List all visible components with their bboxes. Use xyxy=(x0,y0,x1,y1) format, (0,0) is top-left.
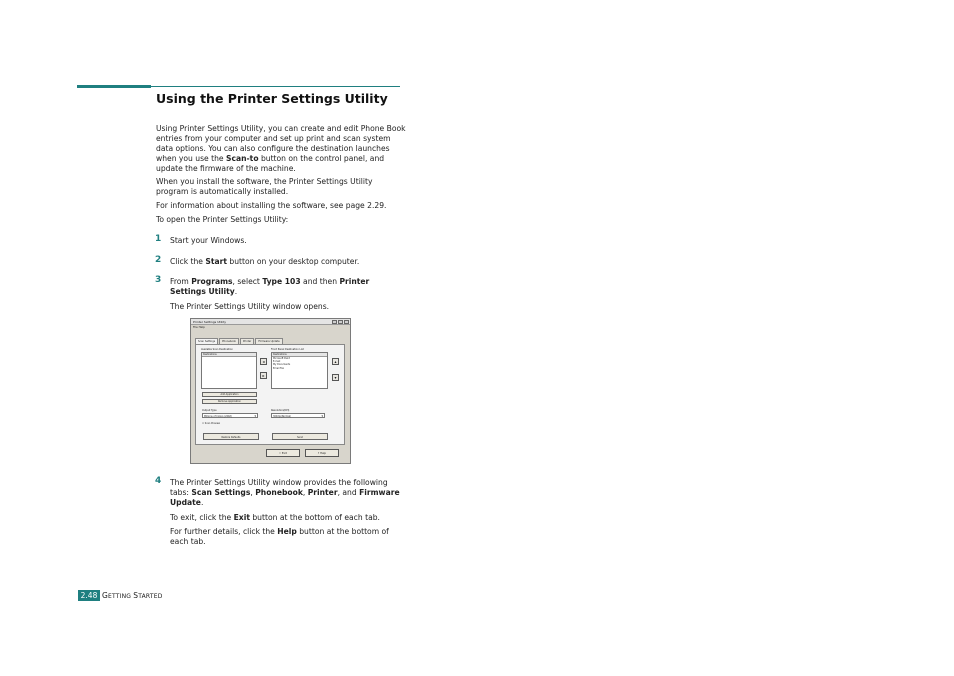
section-title: Using the Printer Settings Utility xyxy=(156,91,388,106)
window-title: Printer Settings Utility xyxy=(193,320,227,324)
chapter-name xyxy=(102,592,163,601)
step-3-number: 3 xyxy=(155,275,162,285)
available-destination-list xyxy=(201,352,257,389)
step-4-number: 4 xyxy=(155,476,162,486)
exit-note-text: To exit, click the xyxy=(170,513,234,522)
intro-paragraph-4: To open the Printer Settings Utility: xyxy=(156,215,289,224)
window-titlebar xyxy=(191,319,350,325)
window-controls xyxy=(332,320,349,324)
resolution-label: Resolution(DPI) xyxy=(271,409,290,412)
tab-firmware-update: Firmware Update xyxy=(255,338,282,344)
step-3-text-part: , select xyxy=(232,277,263,286)
minimize-icon xyxy=(332,320,337,324)
step-2-text-part: button on your desktop computer. xyxy=(227,257,360,266)
intro-paragraph-1 xyxy=(156,124,406,174)
restore-defaults-button: Restore Defaults xyxy=(203,433,259,440)
destination-item: My Documents xyxy=(273,363,291,367)
destination-item: Microsoft Paint xyxy=(273,357,290,360)
exit-button xyxy=(266,449,300,457)
step-3-text xyxy=(170,277,405,297)
exit-note-text: button at the bottom of each tab. xyxy=(249,513,380,522)
exit-button-label: Exit xyxy=(281,452,287,455)
help-button xyxy=(305,449,339,457)
step-3-text-part: and then xyxy=(300,277,340,286)
help-icon: ? xyxy=(317,452,320,455)
help-note-text: For further details, click the xyxy=(170,527,278,536)
front-panel-list-header: Destinations xyxy=(272,353,327,357)
intro-paragraph-3: For information about installing the software, see page 2.29. xyxy=(156,201,387,210)
step-4-text xyxy=(170,478,405,508)
header-rule xyxy=(151,86,400,87)
help-note-text: button at the bottom of each tab. xyxy=(170,527,389,546)
step-2-number: 2 xyxy=(155,255,162,265)
printer-settings-utility-window xyxy=(190,318,351,464)
step-2-text-part: Click the xyxy=(170,257,206,266)
step-2-text xyxy=(170,257,405,267)
step-3-text-part: From xyxy=(170,277,192,286)
step-4-text-part: . xyxy=(200,498,204,507)
step-4-help-note xyxy=(170,527,405,547)
front-panel-destination-list xyxy=(271,352,328,389)
scan-to-term: Scan-to xyxy=(226,154,259,163)
send-button: Send xyxy=(272,433,328,440)
step-4-exit-note xyxy=(170,513,405,523)
exit-icon: ⛶ xyxy=(279,452,282,455)
front-panel-destination-label: Front Panel Destination List xyxy=(271,348,304,351)
tab-scan-settings: Scan Settings xyxy=(195,338,218,345)
maximize-icon xyxy=(338,320,343,324)
printer-settings-utility-term: Printer Settings Utility xyxy=(170,277,370,296)
chapter-text: TARTED xyxy=(138,593,163,600)
move-down-button: ▾ xyxy=(332,374,339,381)
exit-term: Exit xyxy=(233,513,250,522)
step-4-text-part: , and xyxy=(337,488,360,497)
chapter-initial: G xyxy=(102,591,109,600)
start-term: Start xyxy=(205,257,227,266)
move-left-button: ◂ xyxy=(260,358,267,365)
step-1-text: Start your Windows. xyxy=(170,236,247,245)
step-1-number: 1 xyxy=(155,234,162,244)
move-right-button: ▸ xyxy=(260,372,267,379)
help-button-label: Help xyxy=(320,452,327,455)
available-destination-label: Available Scan Destination xyxy=(201,348,233,351)
phonebook-term: Phonebook xyxy=(255,488,303,497)
scan-preview-checkbox xyxy=(202,422,220,425)
scan-settings-panel xyxy=(195,344,345,445)
available-list-header: Destinations xyxy=(202,353,256,357)
intro-paragraph-2: When you install the software, the Printer Settings Utility program is automatically installed. xyxy=(156,177,373,196)
resolution-select: 300dpi(Normal) ▾ xyxy=(271,413,325,418)
scan-settings-term: Scan Settings xyxy=(191,488,251,497)
type-103-term: Type 103 xyxy=(262,277,301,286)
intro-text: Using Printer Settings Utility, you can create and edit Phone Book entries from your computer and set up print and scan system data options. You can also configure the destination launches when you use the xyxy=(156,124,406,163)
firmware-update-term: Firmware Update xyxy=(170,488,400,507)
tab-printer: Printer xyxy=(240,338,254,344)
programs-term: Programs xyxy=(191,277,233,286)
chapter-text: ETTING xyxy=(108,593,134,600)
step-3-text-part: . xyxy=(234,287,238,296)
window-menubar: File Help xyxy=(193,325,205,329)
output-type-label: Output Type xyxy=(202,409,217,412)
destination-item: Email Fax xyxy=(273,366,284,370)
checkbox-icon: ☐ xyxy=(202,422,205,425)
output-type-select: Millions of Colors (24bit) ▾ xyxy=(202,413,258,418)
destination-item: E-mail xyxy=(273,360,281,364)
chapter-initial: S xyxy=(133,591,139,600)
scan-preview-label: Scan Preview xyxy=(204,422,221,425)
intro-text: button on the control panel, and update the firmware of the machine. xyxy=(156,154,385,173)
page-number: 2.48 xyxy=(78,590,100,601)
step-3-note: The Printer Settings Utility window opens. xyxy=(170,302,330,311)
close-icon xyxy=(344,320,349,324)
header-accent-bar xyxy=(77,85,151,88)
step-4-text-part: The Printer Settings Utility window provides the following tabs: xyxy=(170,478,388,497)
step-4-text-part: , xyxy=(302,488,308,497)
step-4-text-part: , xyxy=(250,488,256,497)
remove-application-button: Remove Application xyxy=(202,399,257,404)
printer-term: Printer xyxy=(307,488,338,497)
tab-phonebook: Phonebook xyxy=(219,338,239,344)
help-term: Help xyxy=(277,527,297,536)
add-application-button: Add Application xyxy=(202,392,257,397)
move-up-button: ▴ xyxy=(332,358,339,365)
